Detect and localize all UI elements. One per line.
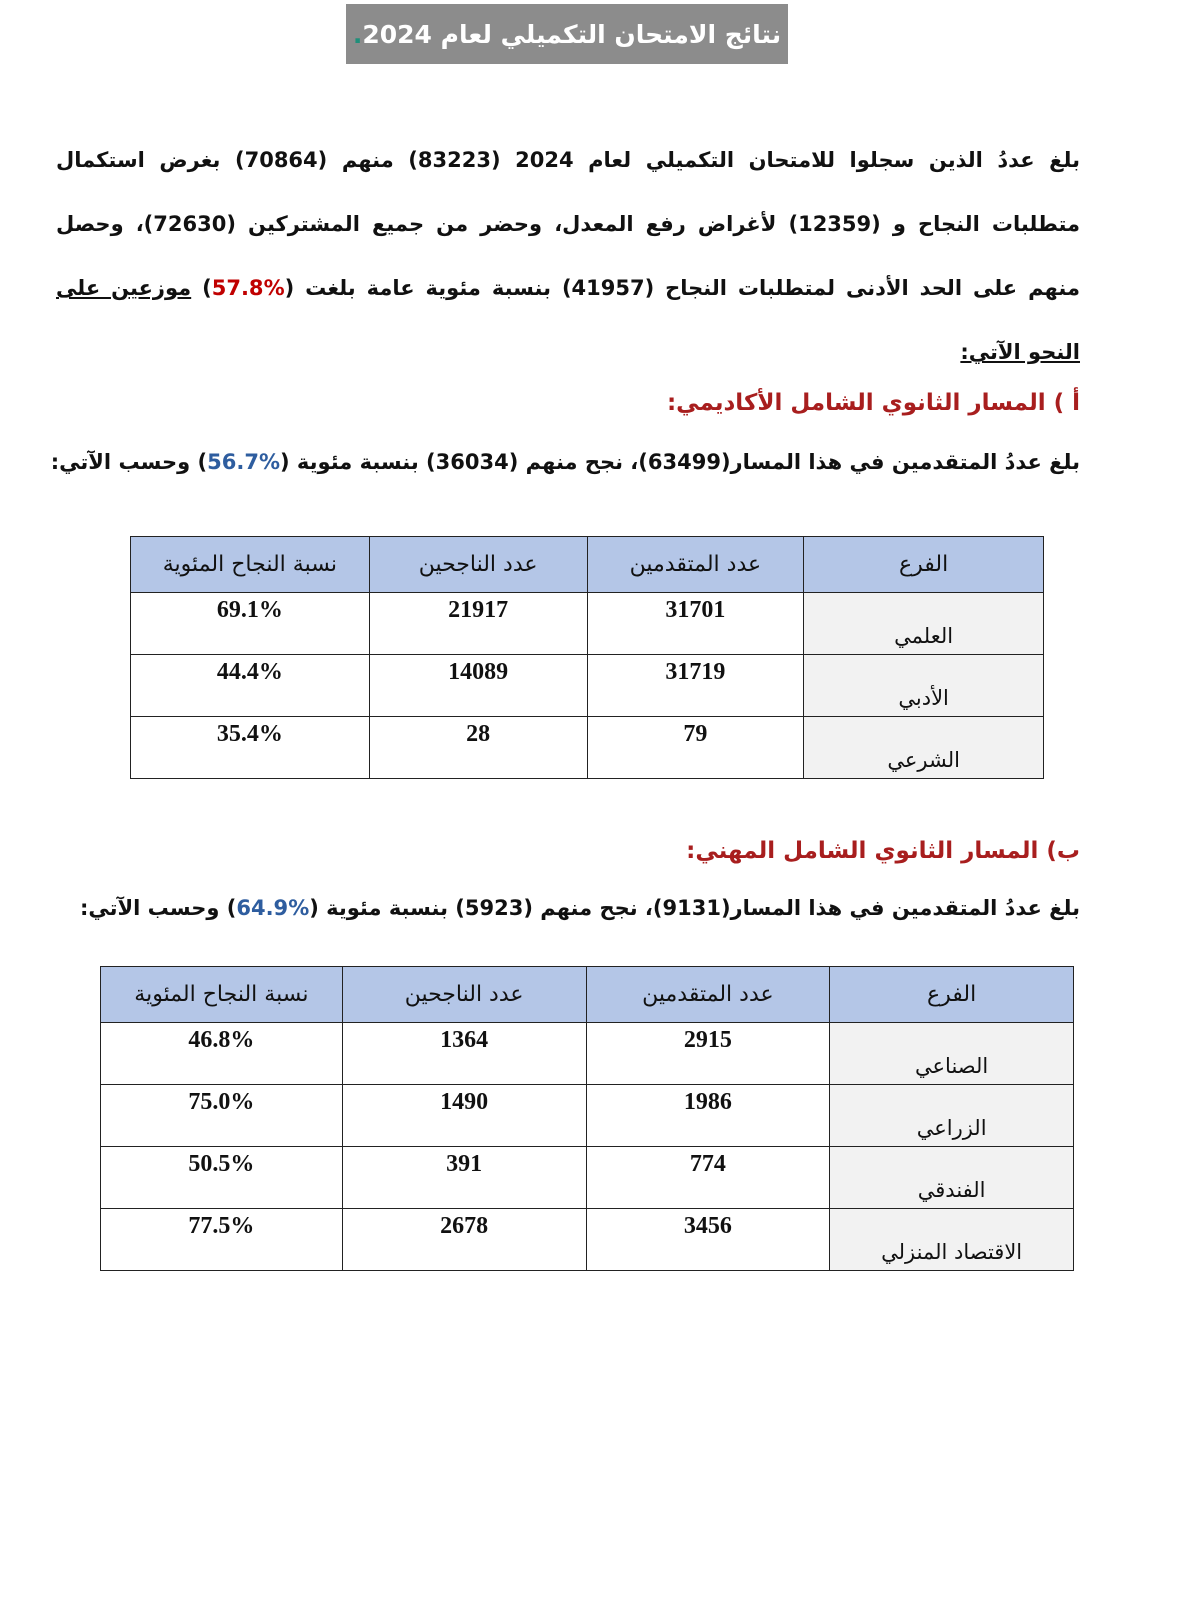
rate-cell: 44.4%	[131, 655, 370, 717]
table-row	[131, 655, 1044, 717]
vocational-summary	[80, 896, 1080, 920]
header-rate: نسبة النجاح المئوية	[131, 537, 370, 593]
rate-cell: 77.5%	[101, 1209, 343, 1271]
branch-cell: الاقتصاد المنزلي	[830, 1209, 1074, 1271]
table-row	[131, 717, 1044, 779]
applicants-cell: 31719	[587, 655, 804, 717]
applicants-cell: 79	[587, 717, 804, 779]
header-branch: الفرع	[830, 967, 1074, 1023]
passed-cell: 1490	[342, 1085, 586, 1147]
table-row	[101, 1085, 1074, 1147]
passed-cell: 1364	[342, 1023, 586, 1085]
applicants-cell: 1986	[586, 1085, 830, 1147]
academic-rate: %56.7	[207, 450, 281, 474]
rate-cell: 35.4%	[131, 717, 370, 779]
intro-paragraph	[56, 128, 1080, 384]
table-row	[101, 1023, 1074, 1085]
passed-cell: 28	[369, 717, 587, 779]
applicants-cell: 31701	[587, 593, 804, 655]
header-applicants: عدد المتقدمين	[586, 967, 830, 1023]
passed-cell: 21917	[369, 593, 587, 655]
page-title-text: نتائج الامتحان التكميلي لعام 2024	[362, 19, 782, 49]
vocational-summary-end: ) وحسب الآتي:	[79, 896, 237, 920]
academic-heading: أ ) المسار الثانوي الشامل الأكاديمي:	[666, 390, 1080, 416]
header-applicants: عدد المتقدمين	[587, 537, 804, 593]
applicants-cell: 774	[586, 1147, 830, 1209]
branch-cell: العلمي	[804, 593, 1044, 655]
branch-cell: الأدبي	[804, 655, 1044, 717]
table-row	[131, 593, 1044, 655]
vocational-table	[100, 966, 1074, 1271]
table-header-row	[131, 537, 1044, 593]
page-title	[346, 4, 788, 64]
academic-summary-text: بلغ عددُ المتقدمين في هذا المسار(63499)، نجح منهم (36034) بنسبة مئوية (	[280, 450, 1080, 474]
passed-cell: 391	[342, 1147, 586, 1209]
branch-cell: الصناعي	[830, 1023, 1074, 1085]
intro-text: بلغ عددُ الذين سجلوا للامتحان التكميلي لعام 2024 (83223) منهم (70864) بغرض استكمال متطلبات النجاح و (12359) لأغراض رفع المعدل، وحضر من جميع المشتركين (72630)، وحصل منهم على الحد الأدنى لمتطلبات النجاح (41957) بنسبة مئوية عامة بلغت (	[56, 148, 1081, 300]
branch-cell: الفندقي	[830, 1147, 1074, 1209]
header-passed: عدد الناجحين	[369, 537, 587, 593]
table-row	[101, 1209, 1074, 1271]
vocational-summary-text: بلغ عددُ المتقدمين في هذا المسار(9131)، نجح منهم (5923) بنسبة مئوية (	[309, 896, 1080, 920]
intro-text-close: )	[191, 276, 212, 300]
page-title-dot: .	[352, 19, 363, 49]
applicants-cell: 3456	[586, 1209, 830, 1271]
intro-distribution-label: موزعين على النحو الآتي:	[56, 276, 1080, 364]
rate-cell: 75.0%	[101, 1085, 343, 1147]
header-branch: الفرع	[804, 537, 1044, 593]
branch-cell: الزراعي	[830, 1085, 1074, 1147]
academic-table	[130, 536, 1044, 779]
academic-summary-end: ) وحسب الآتي:	[50, 450, 208, 474]
rate-cell: 46.8%	[101, 1023, 343, 1085]
rate-cell: 69.1%	[131, 593, 370, 655]
rate-cell: 50.5%	[101, 1147, 343, 1209]
intro-overall-rate: %57.8	[211, 276, 285, 300]
vocational-heading: ب) المسار الثانوي الشامل المهني:	[686, 838, 1080, 864]
header-rate: نسبة النجاح المئوية	[101, 967, 343, 1023]
table-header-row	[101, 967, 1074, 1023]
table-row	[101, 1147, 1074, 1209]
passed-cell: 14089	[369, 655, 587, 717]
academic-summary	[51, 450, 1080, 474]
branch-cell: الشرعي	[804, 717, 1044, 779]
header-passed: عدد الناجحين	[342, 967, 586, 1023]
vocational-rate: %64.9	[236, 896, 310, 920]
applicants-cell: 2915	[586, 1023, 830, 1085]
passed-cell: 2678	[342, 1209, 586, 1271]
